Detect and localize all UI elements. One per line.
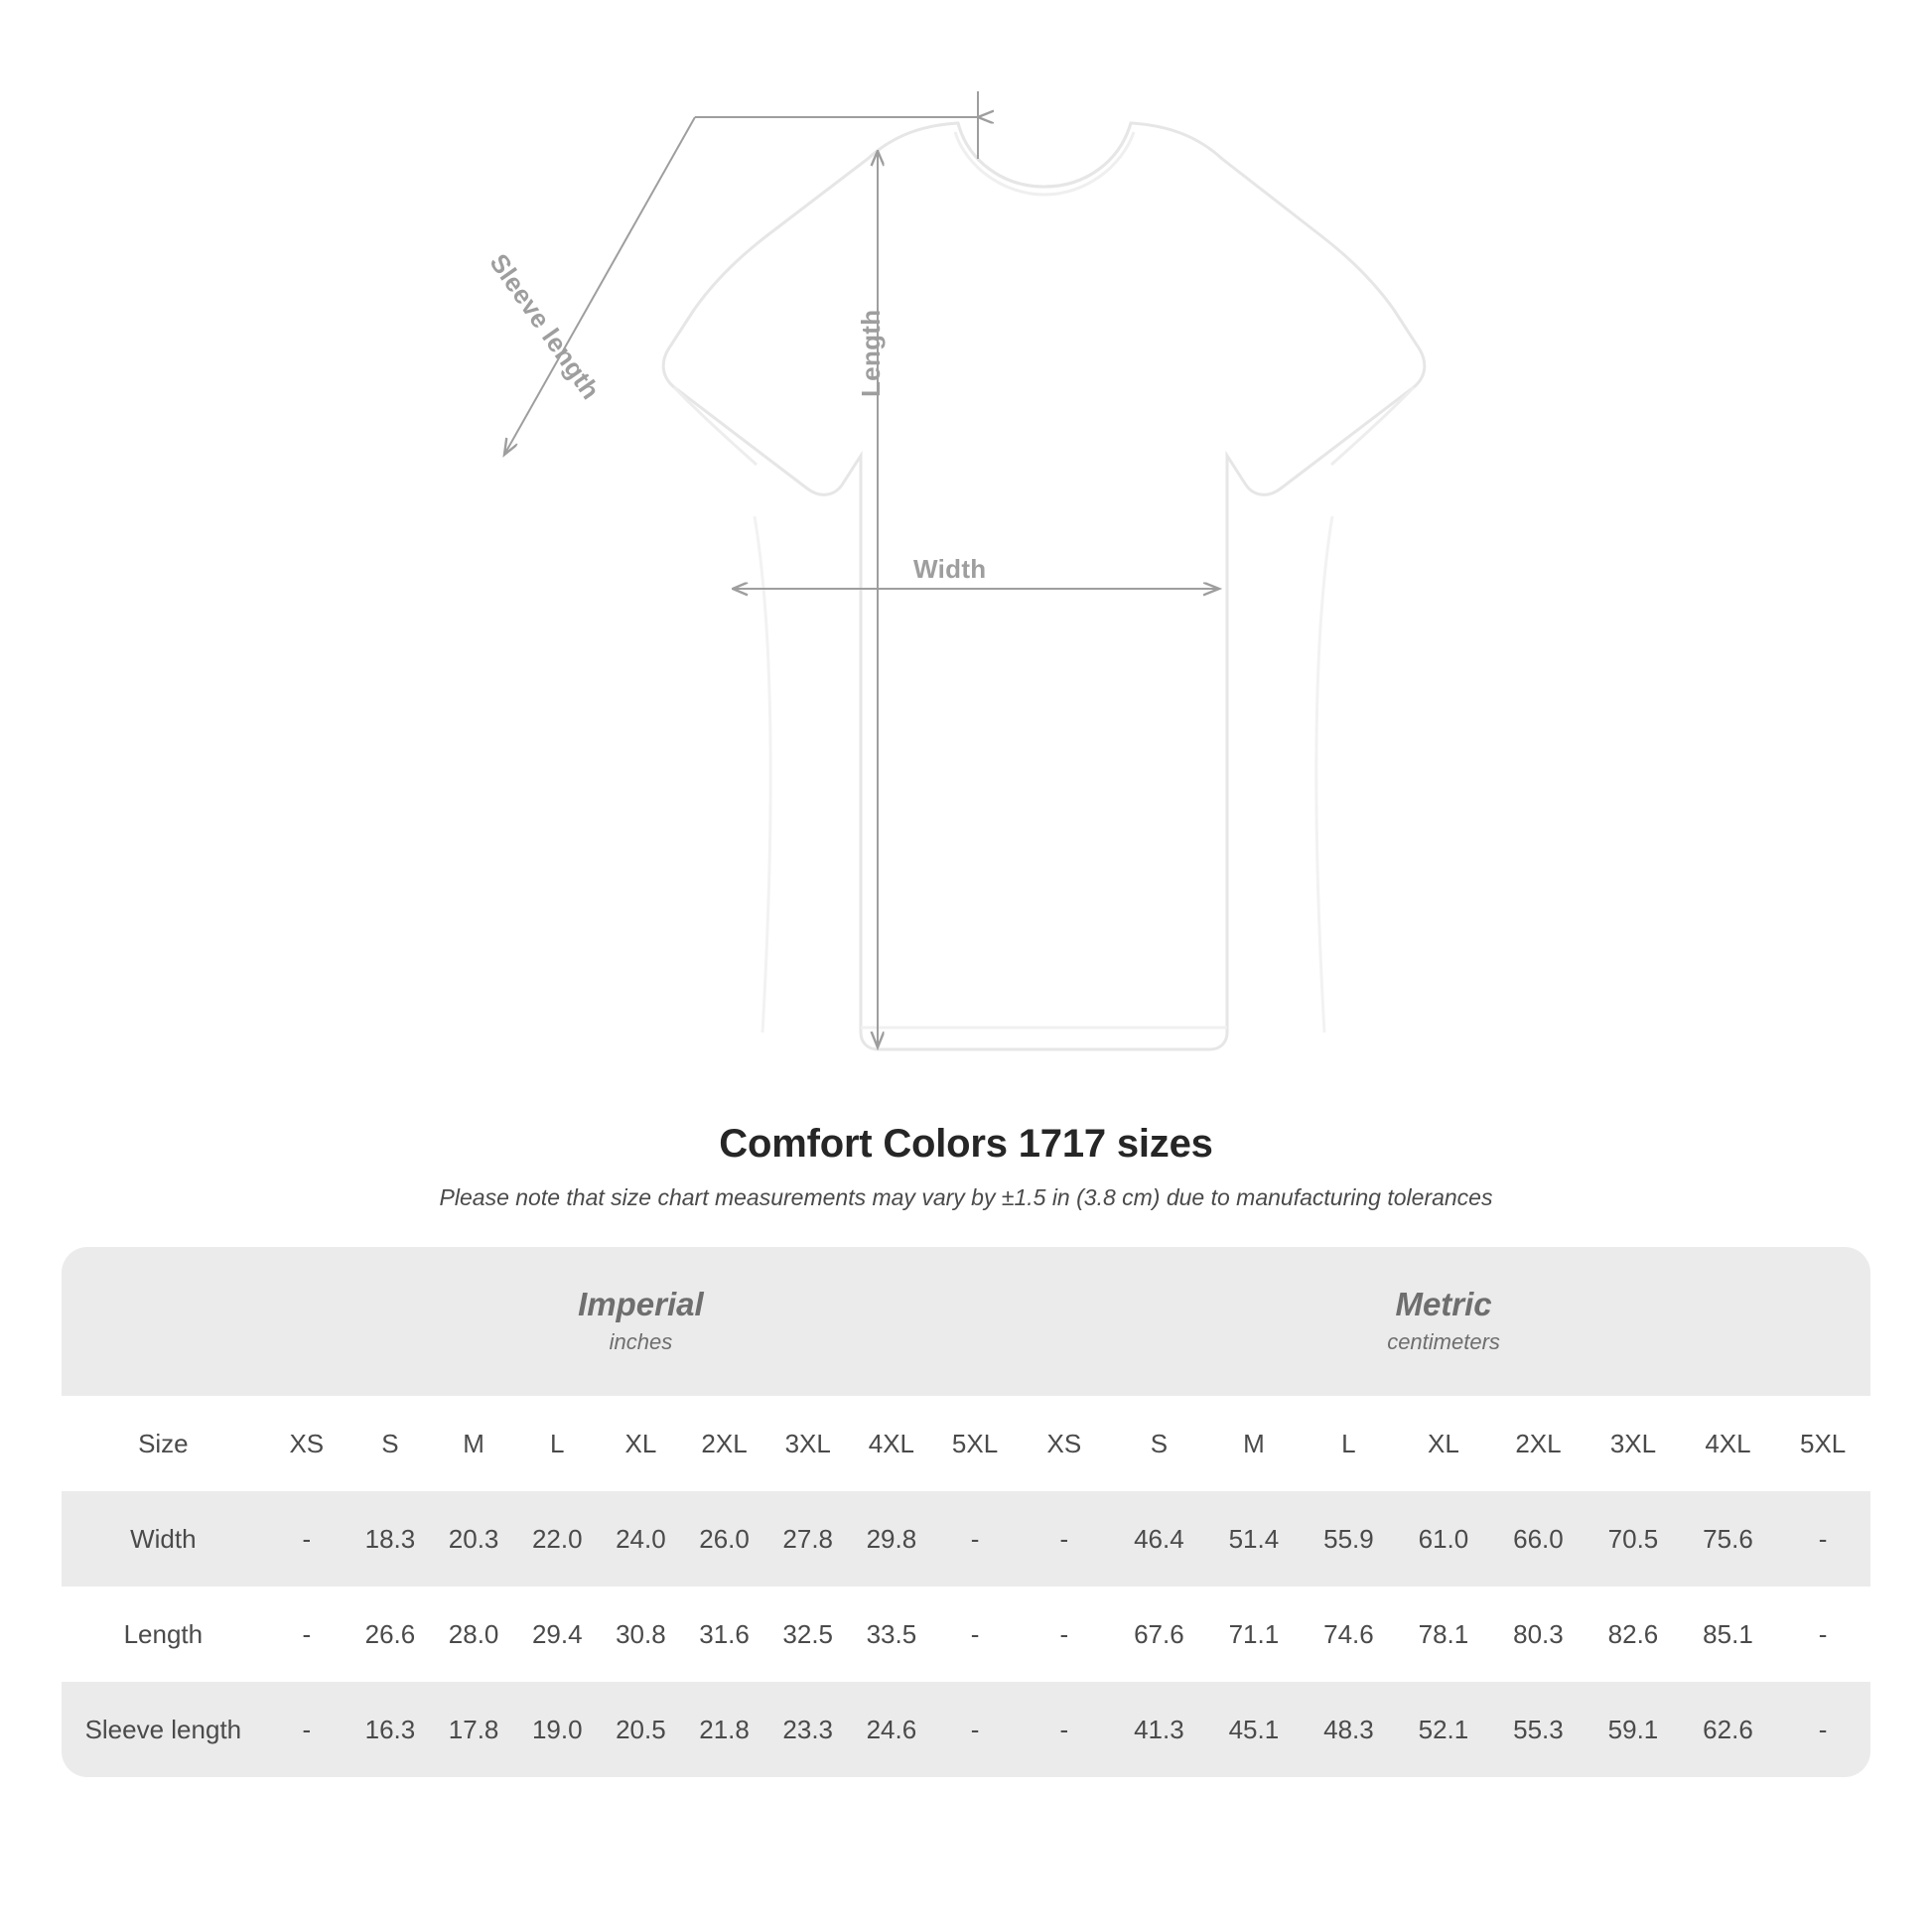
cell-length-metric-xs: - <box>1017 1587 1112 1682</box>
cell-length-metric-m: 71.1 <box>1206 1587 1302 1682</box>
size-header-row <box>62 1396 1870 1491</box>
cell-length-metric-2xl: 80.3 <box>1491 1587 1587 1682</box>
cell-sleeve-imperial-s: 16.3 <box>348 1682 432 1777</box>
cell-sleeve-metric-4xl: 62.6 <box>1681 1682 1776 1777</box>
size-header-metric-3xl: 3XL <box>1586 1396 1681 1491</box>
cell-sleeve-imperial-xs: - <box>265 1682 348 1777</box>
cell-width-metric-s: 46.4 <box>1112 1491 1207 1587</box>
cell-width-metric-3xl: 70.5 <box>1586 1491 1681 1587</box>
cell-width-imperial-4xl: 29.8 <box>850 1491 933 1587</box>
cell-sleeve-imperial-5xl: - <box>933 1682 1017 1777</box>
cell-width-metric-xs: - <box>1017 1491 1112 1587</box>
size-header-metric-4xl: 4XL <box>1681 1396 1776 1491</box>
table-row <box>62 1491 1870 1587</box>
cell-length-imperial-3xl: 32.5 <box>766 1587 850 1682</box>
sleeve-length-dimension-label: Sleeve length <box>483 248 607 405</box>
metric-unit-name: Metric <box>1395 1285 1492 1322</box>
size-header-imperial-5xl: 5XL <box>933 1396 1017 1491</box>
size-header-imperial-4xl: 4XL <box>850 1396 933 1491</box>
size-header-metric-m: M <box>1206 1396 1302 1491</box>
size-table <box>62 1247 1870 1777</box>
tshirt-shape <box>663 123 1425 1049</box>
cell-width-imperial-l: 22.0 <box>515 1491 599 1587</box>
table-row <box>62 1587 1870 1682</box>
page-title: Comfort Colors 1717 sizes <box>719 1122 1213 1166</box>
imperial-unit-name: Imperial <box>578 1285 704 1322</box>
table-row <box>62 1682 1870 1777</box>
size-header-metric-l: L <box>1302 1396 1397 1491</box>
cell-sleeve-metric-m: 45.1 <box>1206 1682 1302 1777</box>
cell-length-metric-4xl: 85.1 <box>1681 1587 1776 1682</box>
length-dimension-label: Length <box>856 309 886 397</box>
width-dimension-label: Width <box>913 554 987 584</box>
cell-length-imperial-m: 28.0 <box>432 1587 515 1682</box>
cell-sleeve-metric-s: 41.3 <box>1112 1682 1207 1777</box>
cell-sleeve-imperial-3xl: 23.3 <box>766 1682 850 1777</box>
cell-width-metric-m: 51.4 <box>1206 1491 1302 1587</box>
size-header-imperial-s: S <box>348 1396 432 1491</box>
tolerance-note: Please note that size chart measurements may vary by ±1.5 in (3.8 cm) due to manufacturing tolerances <box>439 1184 1493 1210</box>
size-table-container <box>62 1247 1870 1777</box>
size-header-metric-5xl: 5XL <box>1775 1396 1870 1491</box>
cell-length-imperial-l: 29.4 <box>515 1587 599 1682</box>
cell-sleeve-imperial-m: 17.8 <box>432 1682 515 1777</box>
cell-width-metric-xl: 61.0 <box>1396 1491 1491 1587</box>
cell-width-imperial-m: 20.3 <box>432 1491 515 1587</box>
size-header-imperial-xs: XS <box>265 1396 348 1491</box>
size-header-metric-xl: XL <box>1396 1396 1491 1491</box>
cell-width-metric-4xl: 75.6 <box>1681 1491 1776 1587</box>
cell-length-metric-5xl: - <box>1775 1587 1870 1682</box>
cell-length-imperial-5xl: - <box>933 1587 1017 1682</box>
cell-width-imperial-2xl: 26.0 <box>682 1491 765 1587</box>
cell-length-metric-s: 67.6 <box>1112 1587 1207 1682</box>
size-header-imperial-l: L <box>515 1396 599 1491</box>
row-label-width: Width <box>62 1491 265 1587</box>
cell-width-metric-l: 55.9 <box>1302 1491 1397 1587</box>
cell-width-metric-2xl: 66.0 <box>1491 1491 1587 1587</box>
title-block <box>0 1122 1932 1211</box>
cell-length-metric-l: 74.6 <box>1302 1587 1397 1682</box>
cell-length-metric-xl: 78.1 <box>1396 1587 1491 1682</box>
cell-width-metric-5xl: - <box>1775 1491 1870 1587</box>
cell-sleeve-metric-3xl: 59.1 <box>1586 1682 1681 1777</box>
cell-length-imperial-s: 26.6 <box>348 1587 432 1682</box>
cell-sleeve-metric-l: 48.3 <box>1302 1682 1397 1777</box>
cell-sleeve-metric-5xl: - <box>1775 1682 1870 1777</box>
size-header-imperial-2xl: 2XL <box>682 1396 765 1491</box>
unit-row-corner <box>62 1247 265 1396</box>
cell-sleeve-imperial-2xl: 21.8 <box>682 1682 765 1777</box>
cell-length-metric-3xl: 82.6 <box>1586 1587 1681 1682</box>
cell-length-imperial-xs: - <box>265 1587 348 1682</box>
cell-length-imperial-4xl: 33.5 <box>850 1587 933 1682</box>
size-header-label: Size <box>62 1396 265 1491</box>
size-header-metric-xs: XS <box>1017 1396 1112 1491</box>
cell-sleeve-imperial-xl: 20.5 <box>599 1682 682 1777</box>
size-header-metric-s: S <box>1112 1396 1207 1491</box>
imperial-unit-header <box>265 1247 1017 1396</box>
cell-sleeve-metric-xs: - <box>1017 1682 1112 1777</box>
cell-sleeve-metric-2xl: 55.3 <box>1491 1682 1587 1777</box>
cell-length-imperial-xl: 30.8 <box>599 1587 682 1682</box>
cell-length-imperial-2xl: 31.6 <box>682 1587 765 1682</box>
size-header-imperial-xl: XL <box>599 1396 682 1491</box>
cell-width-imperial-xs: - <box>265 1491 348 1587</box>
imperial-unit-sub: inches <box>609 1329 673 1355</box>
cell-width-imperial-s: 18.3 <box>348 1491 432 1587</box>
size-header-imperial-m: M <box>432 1396 515 1491</box>
cell-width-imperial-5xl: - <box>933 1491 1017 1587</box>
size-header-metric-2xl: 2XL <box>1491 1396 1587 1491</box>
row-label-sleeve-length: Sleeve length <box>62 1682 265 1777</box>
metric-unit-sub: centimeters <box>1387 1329 1500 1355</box>
cell-width-imperial-xl: 24.0 <box>599 1491 682 1587</box>
cell-sleeve-imperial-l: 19.0 <box>515 1682 599 1777</box>
size-header-imperial-3xl: 3XL <box>766 1396 850 1491</box>
cell-sleeve-imperial-4xl: 24.6 <box>850 1682 933 1777</box>
row-label-length: Length <box>62 1587 265 1682</box>
metric-unit-header <box>1017 1247 1870 1396</box>
unit-header-row <box>62 1247 1870 1396</box>
cell-width-imperial-3xl: 27.8 <box>766 1491 850 1587</box>
cell-sleeve-metric-xl: 52.1 <box>1396 1682 1491 1777</box>
